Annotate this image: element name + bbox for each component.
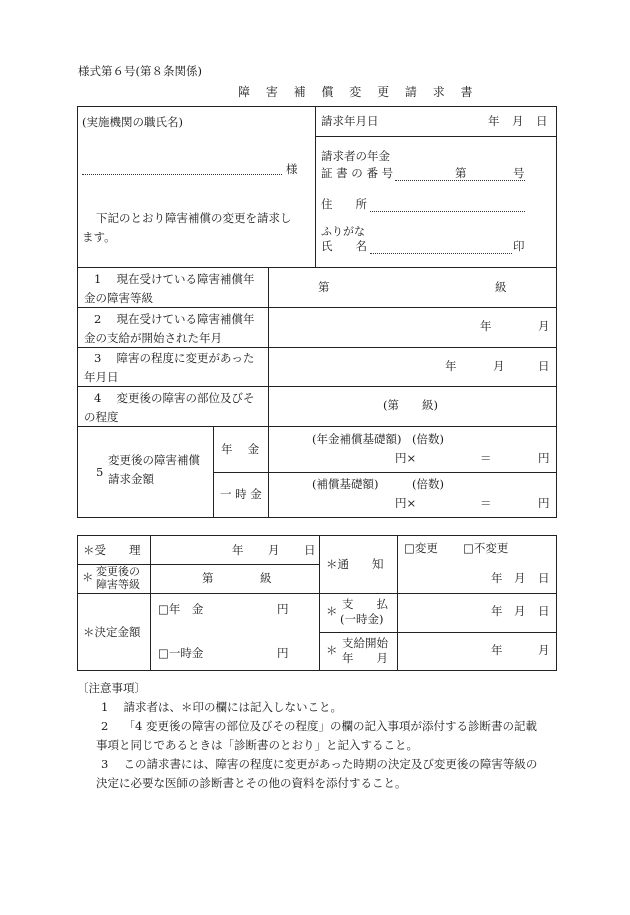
- lump-yen: 円: [538, 496, 550, 510]
- pension-cert-number-field[interactable]: [395, 180, 525, 181]
- item3-day: 日: [538, 359, 550, 373]
- grade-label-1: 変更後の: [96, 565, 140, 578]
- form-title: 障 害 補 償 変 更 請 求 書: [238, 85, 479, 99]
- furigana-label: ふりがな: [321, 225, 365, 238]
- sama-label: 様: [286, 162, 298, 176]
- note-3-line-1: 3 この請求書には、障害の程度に変更があった時期の決定及び変更後の障害等級の: [101, 757, 538, 771]
- form-number: 様式第６号(第８条関係): [78, 64, 202, 78]
- change-checkbox[interactable]: □変更: [404, 541, 438, 555]
- item1-dai: 第: [318, 280, 330, 294]
- amount-lump-checkbox[interactable]: □一時金: [158, 646, 204, 660]
- pension-cert-dai: 第: [455, 166, 467, 180]
- item3-label: 3 障害の程度に変更があった年月日: [84, 351, 255, 384]
- item1-kyu: 級: [495, 280, 507, 294]
- notice-day: 日: [538, 571, 550, 585]
- pension-equals: ＝: [480, 451, 492, 465]
- seal-mark: 印: [513, 239, 525, 253]
- item2-month: 月: [538, 319, 550, 333]
- amount-label: ＊決定金額: [83, 625, 141, 639]
- address-field[interactable]: [370, 211, 525, 212]
- amount-lump-yen: 円: [277, 646, 289, 660]
- pension-cert-label-2: 証 書 の 番 号: [321, 166, 394, 180]
- start-month: 月: [538, 643, 550, 657]
- note-3-line-2: 決定に必要な医師の診断書とその他の資料を添付すること。: [96, 776, 407, 790]
- item5-label: 変更後の障害補償請求金額: [108, 453, 200, 486]
- lump-base-label: (補償基礎額): [312, 477, 379, 491]
- notes-heading: 〔注意事項〕: [77, 681, 146, 695]
- notice-label: ＊通 知: [326, 557, 384, 571]
- pension-base-label: (年金補償基礎額): [312, 432, 402, 446]
- item3-month: 月: [493, 359, 505, 373]
- item1-label: 1 現在受けている障害補償年金の障害等級: [84, 272, 255, 305]
- pay-label-2: (一時金): [340, 612, 384, 626]
- pension-cert-go: 号: [513, 166, 525, 180]
- lump-multiplier-label: (倍数): [412, 477, 444, 491]
- start-label-2: 年 月: [342, 651, 388, 665]
- amount-pension-checkbox[interactable]: □年 金: [158, 602, 204, 616]
- institution-label: (実施機関の職氏名): [82, 115, 183, 129]
- start-star: ＊: [326, 643, 338, 657]
- pay-day: 日: [538, 604, 550, 618]
- accept-month: 月: [268, 543, 280, 557]
- grade-label-2: 障害等級: [96, 578, 140, 591]
- lump-equals: ＝: [480, 496, 492, 510]
- pension-multiplier-label: (倍数): [412, 432, 444, 446]
- institution-name-field[interactable]: [82, 174, 282, 175]
- request-date-year: 年: [488, 114, 500, 128]
- amount-pension-yen: 円: [277, 602, 289, 616]
- name-label: 氏 名: [321, 239, 367, 253]
- item5-number: 5: [96, 465, 104, 479]
- address-label: 住 所: [321, 197, 367, 211]
- request-date-day: 日: [536, 114, 548, 128]
- accept-label: ＊受 理: [83, 543, 141, 557]
- accept-year: 年: [232, 543, 244, 557]
- pension-yen: 円: [538, 451, 550, 465]
- grade-dai: 第: [202, 571, 214, 585]
- item2-year: 年: [480, 319, 492, 333]
- notice-month: 月: [514, 571, 526, 585]
- accept-day: 日: [304, 543, 316, 557]
- lump-row-label: 一 時 金: [220, 487, 262, 501]
- name-field[interactable]: [370, 253, 512, 254]
- item4-label: 4 変更後の障害の部位及びその程度: [84, 391, 255, 424]
- lump-yen-times: 円×: [395, 496, 417, 510]
- pay-month: 月: [514, 604, 526, 618]
- pension-cert-label-1: 請求者の年金: [321, 149, 390, 163]
- no-change-checkbox[interactable]: □不変更: [463, 541, 509, 555]
- item2-label: 2 現在受けている障害補償年金の支給が開始された年月: [84, 312, 255, 345]
- item3-year: 年: [445, 359, 457, 373]
- notice-year: 年: [491, 571, 503, 585]
- request-date-month: 月: [512, 114, 524, 128]
- note-2-line-2: 事項と同じであるときは「診断書のとおり」と記入すること。: [96, 738, 418, 752]
- request-date-label: 請求年月日: [321, 114, 379, 128]
- pension-yen-times: 円×: [395, 451, 417, 465]
- start-label-1: 支給開始: [342, 636, 388, 650]
- pay-star: ＊: [326, 604, 338, 618]
- start-year: 年: [491, 643, 503, 657]
- grade-kyu: 級: [260, 571, 272, 585]
- pay-label-1: 支 払: [342, 597, 388, 611]
- grade-star: ＊: [82, 570, 94, 584]
- note-1: 1 請求者は、＊印の欄には記入しないこと。: [101, 700, 342, 714]
- item4-grade: (第 級): [383, 398, 438, 412]
- note-2-line-1: 2 「4 変更後の障害の部位及びその程度」の欄の記入事項が添付する診断書の記載: [101, 719, 537, 733]
- pension-row-label: 年 金: [221, 442, 260, 456]
- pay-year: 年: [491, 604, 503, 618]
- request-text: 下記のとおり障害補償の変更を請求します。: [82, 211, 292, 244]
